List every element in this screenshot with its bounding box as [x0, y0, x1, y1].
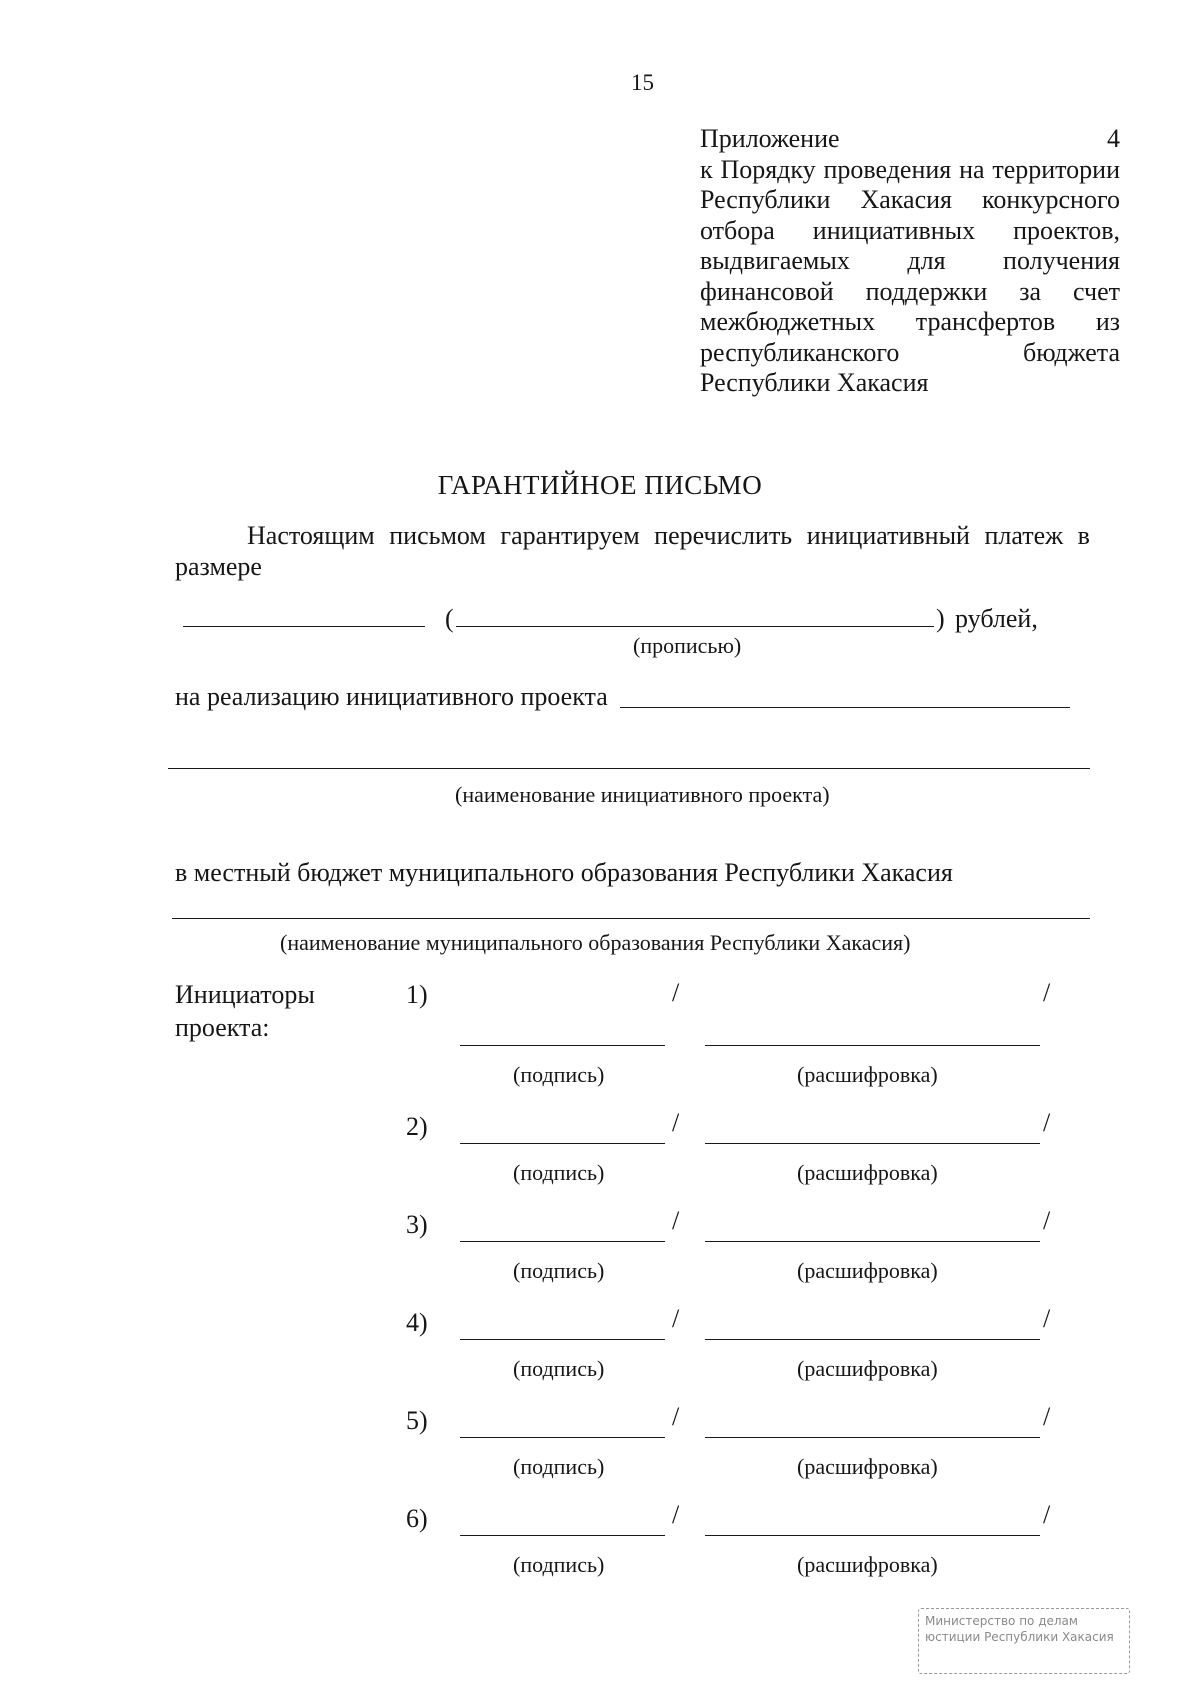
amount-digits-field[interactable]: [183, 626, 425, 627]
intro-word: гарантируем: [500, 521, 640, 550]
appendix-word: на: [959, 154, 985, 184]
appendix-word: трансфертов: [915, 307, 1056, 336]
intro-line-2: размере: [175, 552, 262, 581]
signature-caption: (подпись): [513, 1454, 605, 1479]
appendix-word: отбора: [700, 215, 775, 245]
separator-slash: /: [1043, 1206, 1051, 1235]
appendix-word: Хакасия: [860, 185, 952, 214]
intro-word: платеж: [984, 521, 1064, 550]
intro-line-1: [175, 520, 1090, 551]
appendix-line: [700, 124, 1120, 155]
name-decode-field[interactable]: [705, 1241, 1040, 1242]
appendix-word: поддержки: [865, 276, 988, 306]
intro-word: письмом: [389, 521, 486, 550]
municipality-caption: (наименование муниципального образования Республики Хакасия): [280, 930, 911, 955]
separator-slash: /: [672, 1500, 680, 1529]
signature-caption: (подпись): [513, 1356, 605, 1381]
separator-slash: /: [1043, 1108, 1051, 1137]
project-name-field-continued[interactable]: [168, 768, 1090, 769]
signature-field[interactable]: [460, 1437, 665, 1438]
appendix-word: проведения: [823, 154, 952, 184]
appendix-word: для: [907, 246, 946, 275]
amount-words-field[interactable]: [456, 626, 934, 627]
signature-field[interactable]: [460, 1045, 665, 1046]
separator-slash: /: [1043, 978, 1051, 1007]
project-caption: (наименование инициативного проекта): [455, 782, 830, 807]
appendix-word: счет: [1072, 276, 1120, 306]
appendix-line: [700, 216, 1120, 247]
page-number: 15: [631, 70, 654, 95]
appendix-word: к: [700, 154, 713, 184]
decode-caption: (расшифровка): [797, 1356, 938, 1381]
separator-slash: /: [672, 1402, 680, 1431]
appendix-word: выдвигаемых: [700, 246, 850, 275]
amount-open-paren: (: [445, 604, 454, 633]
name-decode-field[interactable]: [705, 1339, 1040, 1340]
signature-field[interactable]: [460, 1339, 665, 1340]
signature-caption: (подпись): [513, 1160, 605, 1185]
decode-caption: (расшифровка): [797, 1552, 938, 1577]
ministry-stamp: [918, 1608, 1130, 1674]
intro-word: в: [1077, 521, 1090, 550]
appendix-word: проектов,: [1013, 215, 1120, 245]
signature-field[interactable]: [460, 1535, 665, 1536]
intro-word: перечислить: [654, 521, 793, 550]
name-decode-field[interactable]: [705, 1143, 1040, 1144]
intro-word: Настоящим: [247, 521, 375, 550]
initiators-label-line2: проекта:: [175, 1013, 270, 1042]
intro-paragraph: [175, 520, 1090, 582]
appendix-word: конкурсного: [982, 185, 1120, 214]
appendix-word: республиканского: [700, 337, 900, 367]
appendix-line: [700, 307, 1120, 338]
appendix-line: [700, 155, 1120, 186]
separator-slash: /: [672, 1206, 680, 1235]
name-decode-field[interactable]: [705, 1437, 1040, 1438]
appendix-word: из: [1095, 307, 1120, 336]
separator-slash: /: [1043, 1402, 1051, 1431]
signature-caption: (подпись): [513, 1258, 605, 1283]
initiator-number: 2): [406, 1112, 428, 1141]
appendix-word: межбюджетных: [700, 307, 876, 336]
separator-slash: /: [1043, 1500, 1051, 1529]
amount-caption: (прописью): [633, 633, 742, 658]
municipality-field[interactable]: [172, 918, 1090, 919]
appendix-line: [700, 368, 1120, 399]
appendix-word: 4: [1107, 124, 1120, 153]
intro-word: инициативный: [806, 521, 970, 550]
appendix-word: Приложение: [700, 124, 840, 153]
appendix-word: инициативных: [812, 215, 976, 245]
decode-caption: (расшифровка): [797, 1062, 938, 1087]
amount-close-paren: ): [936, 604, 945, 633]
initiators-label-line1: Инициаторы: [175, 980, 315, 1009]
appendix-line: [700, 277, 1120, 308]
appendix-word: за: [1019, 276, 1042, 306]
project-name-field[interactable]: [620, 707, 1070, 708]
document-title: ГАРАНТИЙНОЕ ПИСЬМО: [437, 470, 763, 500]
amount-currency: рублей,: [955, 604, 1038, 633]
signature-caption: (подпись): [513, 1552, 605, 1577]
separator-slash: /: [672, 978, 680, 1007]
decode-caption: (расшифровка): [797, 1160, 938, 1185]
initiator-number: 3): [406, 1210, 428, 1239]
initiator-number: 4): [406, 1308, 428, 1337]
appendix-word: получения: [1003, 246, 1120, 275]
budget-label: в местный бюджет муниципального образования Республики Хакасия: [175, 858, 953, 887]
initiator-number: 1): [406, 980, 428, 1009]
appendix-line: [700, 246, 1120, 277]
appendix-word: Республики: [700, 185, 831, 214]
initiator-number: 6): [406, 1504, 428, 1533]
appendix-word: территории: [992, 154, 1120, 184]
project-label: на реализацию инициативного проекта: [175, 682, 608, 711]
name-decode-field[interactable]: [705, 1045, 1040, 1046]
decode-caption: (расшифровка): [797, 1258, 938, 1283]
appendix-word: бюджета: [1023, 337, 1120, 367]
signature-field[interactable]: [460, 1143, 665, 1144]
appendix-line: [700, 338, 1120, 369]
initiator-number: 5): [406, 1406, 428, 1435]
appendix-text: Республики Хакасия: [700, 368, 929, 397]
signature-caption: (подпись): [513, 1062, 605, 1087]
appendix-word: финансовой: [700, 276, 834, 306]
separator-slash: /: [1043, 1304, 1051, 1333]
decode-caption: (расшифровка): [797, 1454, 938, 1479]
signature-field[interactable]: [460, 1241, 665, 1242]
appendix-word: Порядку: [720, 154, 816, 184]
stamp-line: Министерство по делам: [925, 1614, 1078, 1628]
appendix-line: [700, 185, 1120, 216]
name-decode-field[interactable]: [705, 1535, 1040, 1536]
stamp-line: юстиции Республики Хакасия: [925, 1630, 1114, 1644]
appendix-block: [700, 124, 1120, 399]
separator-slash: /: [672, 1304, 680, 1333]
separator-slash: /: [672, 1108, 680, 1137]
